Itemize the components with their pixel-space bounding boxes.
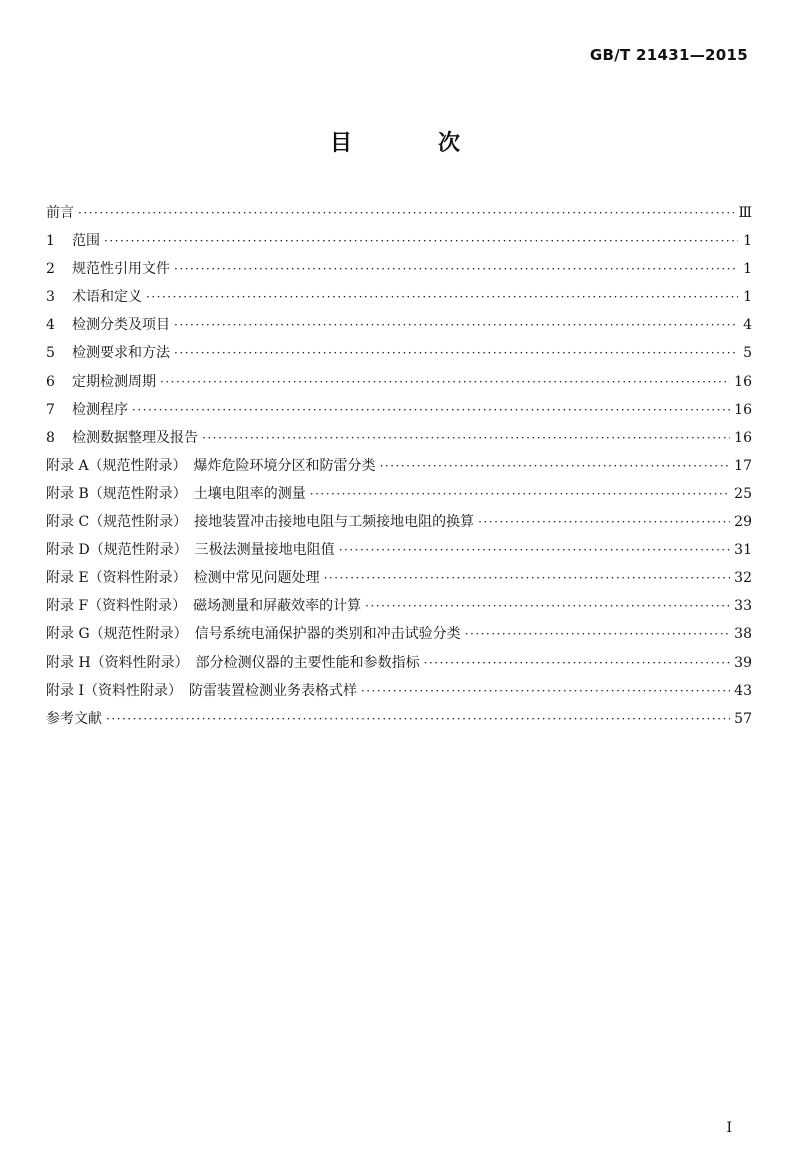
- toc-entry[interactable]: [46, 620, 752, 648]
- toc-entry-title: 附录 B（规范性附录） 土壤电阻率的测量: [46, 485, 306, 502]
- toc-entry-title: 附录 G（规范性附录） 信号系统电涌保护器的类别和冲击试验分类: [46, 626, 461, 643]
- toc-entry-title: 检测数据整理及报告: [72, 429, 198, 446]
- toc-dot-leader: [324, 564, 731, 592]
- toc-dot-leader: [146, 283, 738, 311]
- toc-entry-page: 38: [734, 626, 752, 643]
- toc-dot-leader: [478, 508, 730, 536]
- toc-entry-title: 参考文献: [46, 710, 102, 727]
- toc-entry-page: 29: [734, 514, 752, 531]
- table-of-contents: [46, 199, 752, 733]
- toc-entry-page: 16: [734, 401, 752, 418]
- toc-entry[interactable]: [46, 396, 752, 424]
- toc-dot-leader: [380, 452, 731, 480]
- toc-entry[interactable]: [46, 452, 752, 480]
- toc-entry[interactable]: [46, 705, 752, 733]
- toc-dot-leader: [310, 480, 730, 508]
- toc-dot-leader: [106, 705, 730, 733]
- toc-entry-number: 6: [46, 373, 55, 390]
- toc-entry-page: 5: [743, 345, 752, 362]
- toc-dot-leader: [174, 339, 738, 367]
- toc-entry-title: 检测分类及项目: [72, 317, 170, 334]
- toc-entry-title: 规范性引用文件: [72, 261, 170, 278]
- toc-entry[interactable]: [46, 424, 752, 452]
- toc-dot-leader: [339, 536, 730, 564]
- toc-dot-leader: [132, 396, 730, 424]
- toc-entry[interactable]: [46, 592, 752, 620]
- toc-entry-title: 附录 E（资料性附录） 检测中常见问题处理: [46, 570, 320, 587]
- toc-entry-page: 32: [734, 570, 752, 587]
- toc-entry-page: 25: [734, 485, 752, 502]
- toc-dot-leader: [365, 592, 730, 620]
- toc-entry-number: 5: [46, 345, 55, 362]
- toc-dot-leader: [160, 368, 730, 396]
- toc-entry-number: 3: [46, 289, 55, 306]
- toc-entry[interactable]: [46, 536, 752, 564]
- toc-entry[interactable]: [46, 368, 752, 396]
- toc-entry-title: 附录 H（资料性附录） 部分检测仪器的主要性能和参数指标: [46, 654, 420, 671]
- toc-entry-page: 16: [734, 373, 752, 390]
- toc-entry[interactable]: [46, 339, 752, 367]
- toc-entry[interactable]: [46, 649, 752, 677]
- toc-entry-title: 附录 C（规范性附录） 接地装置冲击接地电阻与工频接地电阻的换算: [46, 514, 475, 531]
- toc-entry[interactable]: [46, 564, 752, 592]
- toc-dot-leader: [78, 199, 734, 227]
- toc-entry-page: 1: [743, 289, 752, 306]
- toc-entry[interactable]: [46, 283, 752, 311]
- toc-dot-leader: [202, 424, 730, 452]
- toc-entry-page: 39: [734, 654, 752, 671]
- toc-entry-page: Ⅲ: [738, 205, 752, 221]
- toc-entry-title: 附录 F（资料性附录） 磁场测量和屏蔽效率的计算: [46, 598, 362, 615]
- toc-entry-page: 4: [743, 317, 752, 334]
- page-title: 目 次: [329, 131, 492, 156]
- page-number: I: [726, 1120, 732, 1136]
- toc-entry[interactable]: [46, 508, 752, 536]
- toc-entry[interactable]: [46, 227, 752, 255]
- toc-dot-leader: [174, 311, 738, 339]
- toc-entry-number: 1: [46, 233, 55, 250]
- toc-entry-title: 附录 D（规范性附录） 三极法测量接地电阻值: [46, 542, 335, 559]
- toc-entry-title: 术语和定义: [72, 289, 142, 306]
- toc-entry-page: 43: [734, 682, 752, 699]
- toc-dot-leader: [104, 227, 738, 255]
- toc-dot-leader: [465, 620, 731, 648]
- toc-entry-page: 31: [734, 542, 752, 559]
- toc-entry-page: 17: [734, 457, 752, 474]
- toc-entry-title: 附录 I（资料性附录） 防雷装置检测业务表格式样: [46, 682, 357, 699]
- toc-entry-page: 16: [734, 429, 752, 446]
- toc-entry-page: 1: [743, 233, 752, 250]
- toc-entry[interactable]: [46, 255, 752, 283]
- toc-entry-title: 附录 A（规范性附录） 爆炸危险环境分区和防雷分类: [46, 457, 376, 474]
- toc-entry-title: 前言: [46, 205, 74, 221]
- toc-entry[interactable]: [46, 311, 752, 339]
- toc-entry-title: 检测要求和方法: [72, 345, 170, 362]
- toc-entry-number: 2: [46, 261, 55, 278]
- toc-entry-page: 33: [734, 598, 752, 615]
- toc-entry[interactable]: [46, 480, 752, 508]
- toc-dot-leader: [174, 255, 738, 283]
- toc-entry-number: 4: [46, 317, 55, 334]
- toc-entry-title: 定期检测周期: [72, 373, 156, 390]
- toc-entry-number: 8: [46, 429, 55, 446]
- toc-dot-leader: [361, 677, 730, 705]
- toc-dot-leader: [424, 649, 731, 677]
- toc-entry-title: 检测程序: [72, 401, 128, 418]
- toc-entry-number: 7: [46, 401, 55, 418]
- standard-code: GB/T 21431—2015: [589, 46, 748, 64]
- toc-entry-page: 1: [743, 261, 752, 278]
- toc-entry[interactable]: [46, 677, 752, 705]
- toc-entry-page: 57: [734, 710, 752, 727]
- toc-entry[interactable]: [46, 199, 752, 227]
- toc-entry-title: 范围: [72, 233, 100, 250]
